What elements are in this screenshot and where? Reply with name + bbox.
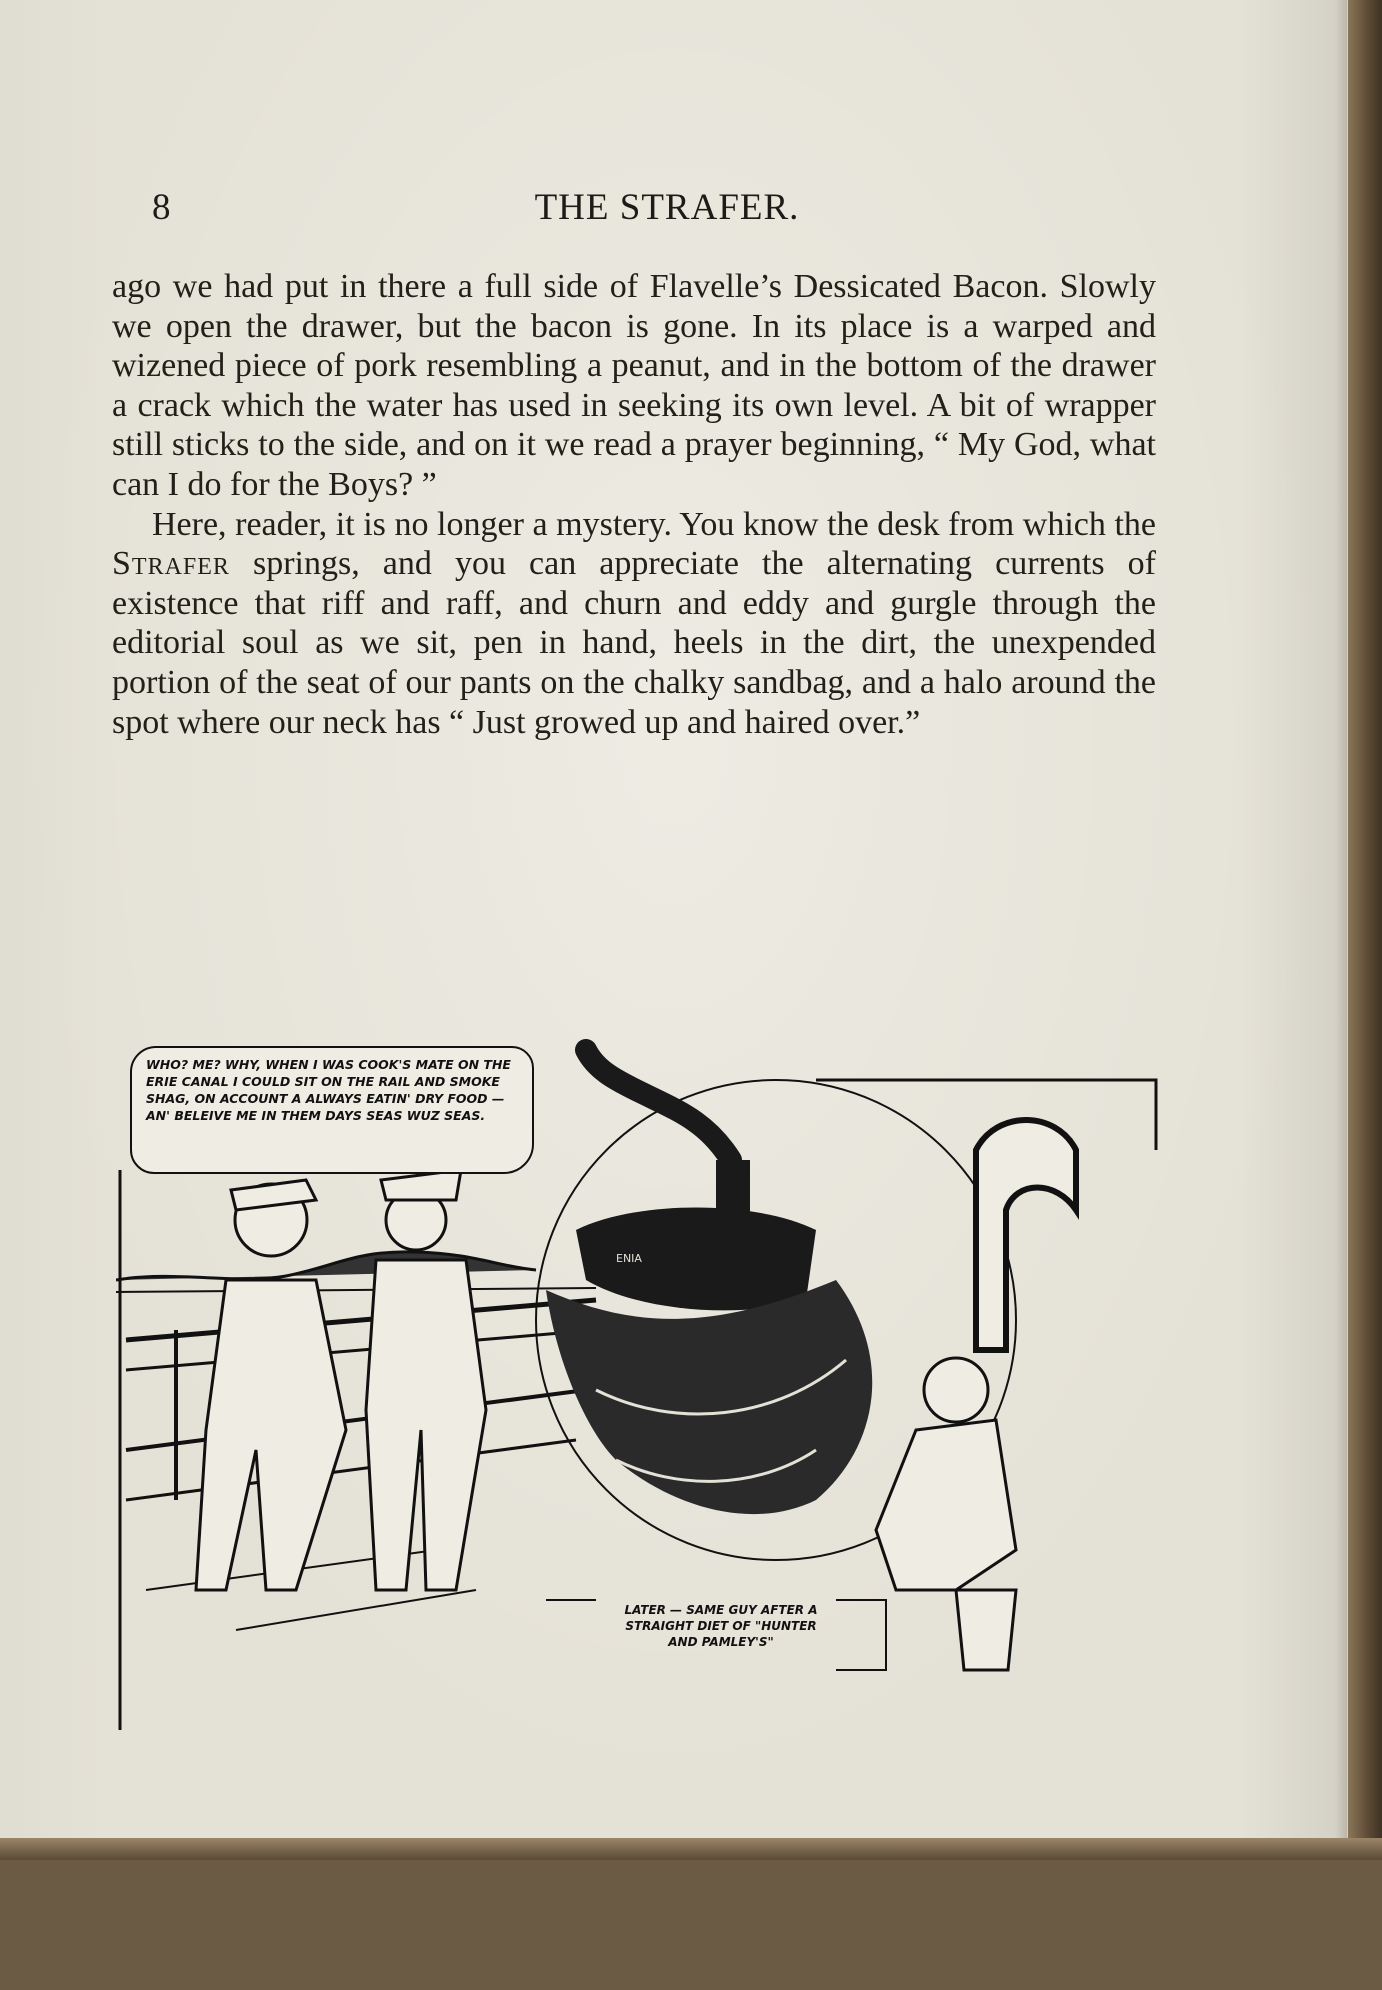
paragraph-text: springs, and you can appreciate the alternating currents of existence that riff and raff, and churn and eddy and gurgle through the editorial soul as we sit, pen in hand, heels in the dirt, the unexpended portion of the seat of our pants on the chalky sandbag, and a halo around the spot where our neck has “ Just growed up and haired over.” bbox=[112, 545, 1156, 741]
speech-bubble: WHO? ME? WHY, WHEN I WAS COOK'S MATE ON THE ERIE CANAL I COULD SIT ON THE RAIL AND SMOKE SHAG, ON ACCOUNT A ALWAYS EATIN' DRY FOOD — AN' BELEIVE ME IN THEM DAYS SEAS WUZ SEAS. bbox=[130, 1046, 534, 1174]
ship-name-label: ENIA bbox=[616, 1252, 642, 1265]
paragraph bbox=[112, 505, 1156, 743]
paragraph: ago we had put in there a full side of Flavelle’s Dessicated Bacon. Slowly we open the drawer, but the bacon is gone. In its place is a warped and wizened piece of pork resembling a peanut, and in the bottom of the drawer a crack which the water has used in seeking its own level. A bit of wrapper still sticks to the side, and on it we read a prayer beginning, “ My God, what can I do for the Boys? ” bbox=[112, 268, 1156, 503]
gutter-shadow bbox=[1335, 0, 1347, 1838]
running-head bbox=[112, 186, 1152, 230]
cartoon-caption: LATER — SAME GUY AFTER A STRAIGHT DIET OF "HUNTER AND PAMLEY'S" bbox=[624, 1603, 818, 1649]
page-title: THE STRAFER. bbox=[534, 187, 800, 228]
paragraph-text: Here, reader, it is no longer a mystery. You know the desk from which the bbox=[152, 505, 1156, 543]
page-bottom-edge bbox=[0, 1838, 1382, 1860]
page-number: 8 bbox=[152, 187, 172, 228]
body-text bbox=[112, 267, 1156, 742]
book-binding-edge bbox=[1348, 0, 1382, 1860]
strafer-small-caps: Strafer bbox=[112, 545, 230, 583]
